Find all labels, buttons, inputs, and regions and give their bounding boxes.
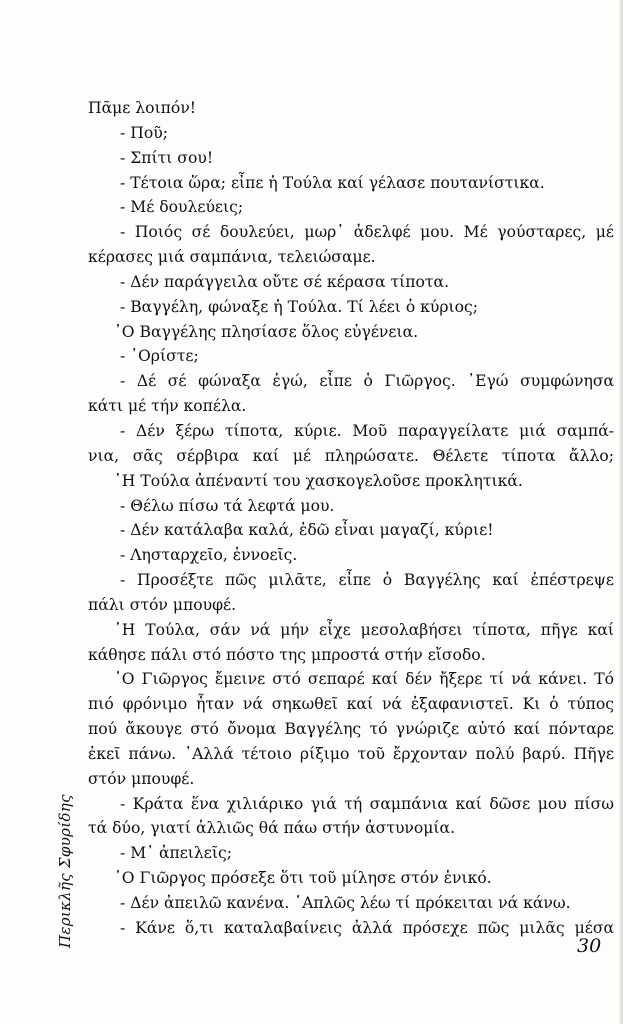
text-line: κάθησε πάλι στό πόστο της μπροστά στήν εἴσοδο. (88, 645, 486, 664)
text-line: ῾Η Τούλα ἀπέναντί του χασκογελοῦσε προκλητικά. (114, 471, 523, 490)
text-line: πιό φρόνιμο ἦταν νά σηκωθεῖ καί νά ἐξαφανιστεῖ. Κι ὁ τύπος (88, 695, 614, 714)
text-line: - Θέλω πίσω τά λεφτά μου. (120, 496, 335, 515)
text-line: ἐκεῖ πάνω. ᾿Αλλά τέτοιο ρίξιμο τοῦ ἔρχονταν πολύ βαρύ. Πῆγε (88, 744, 614, 763)
text-line: ᾿Ο Βαγγέλης πλησίασε ὅλος εὐγένεια. (114, 322, 419, 341)
text-line: - Ποῦ; (120, 123, 168, 142)
page-number: 30 (577, 935, 602, 957)
text-line: - Κράτα ἕνα χιλιάρικο γιά τή σαμπάνια καί δῶσε μου πίσω (120, 794, 614, 813)
text-line: - Δέν ξέρω τίποτα, κύριε. Μοῦ παραγγείλατε μιά σαμπά- (120, 421, 614, 440)
text-line: κάτι μέ τήν κοπέλα. (88, 397, 247, 416)
text-line: - Βαγγέλη, φώναξε ἡ Τούλα. Τί λέει ὁ κύριος; (120, 297, 479, 316)
text-line: ῾Η Τούλα, σάν νά μήν εἶχε μεσολαβήσει τίποτα, πῆγε καί (114, 620, 614, 639)
text-line: - Δέ σέ φώναξα ἐγώ, εἶπε ὁ Γιῶργος. ᾿Εγώ συμφώνησα (120, 372, 614, 391)
text-line: - Δέν παράγγειλα οὔτε σέ κέρασα τίποτα. (120, 272, 450, 291)
text-line: νια, σᾶς σέρβιρα καί μέ πληρώσατε. Θέλετε τίποτα ἄλλο; (88, 446, 614, 465)
text-line: - Κάνε ὅ,τι καταλαβαίνεις ἀλλά πρόσεχε πῶς μιλᾶς μέσα (120, 918, 614, 937)
text-line: - Μ᾽ ἀπειλεῖς; (120, 844, 232, 863)
text-line: - Δέν κατάλαβα καλά, ἐδῶ εἶναι μαγαζί, κύριε! (120, 521, 494, 540)
text-line: - Σπίτι σου! (120, 148, 214, 167)
text-line: - Ποιός σέ δουλεύει, μωρ᾽ ἀδελφέ μου. Μέ γούσταρες, μέ (120, 223, 614, 242)
text-line: κέρασες μιά σαμπάνια, τελειώσαμε. (88, 248, 376, 267)
text-line: - Μέ δουλεύεις; (120, 198, 244, 217)
text-line: - Λησταρχεῖο, ἐννοεῖς. (120, 546, 298, 565)
text-line: πού ἄκουγε στό ὄνομα Βαγγέλης τό γνώριζε αὐτό καί πόνταρε (88, 720, 614, 739)
text-line: τά δύο, γιατί ἀλλιῶς θά πάω στήν ἀστυνομία. (88, 819, 456, 838)
page-edge (619, 0, 623, 1024)
text-line: πάλι στόν μπουφέ. (88, 595, 237, 614)
text-line: ᾿Ο Γιῶργος ἔμεινε στό σεπαρέ καί δέν ἤξερε τί νά κάνει. Τό (114, 670, 614, 689)
text-line: Πᾶμε λοιπόν! (88, 99, 197, 117)
text-line: - Προσέξτε πῶς μιλᾶτε, εἶπε ὁ Βαγγέλης καί ἐπέστρεψε (120, 571, 614, 590)
text-line: - ᾿Ορίστε; (120, 347, 199, 366)
text-line: ᾿Ο Γιῶργος πρόσεξε ὅτι τοῦ μίλησε στόν ἑνικό. (114, 869, 492, 888)
text-line: στόν μπουφέ. (88, 769, 195, 788)
running-head-author: Περικλῆς Σφυρίδης (56, 794, 74, 948)
body-text (88, 96, 614, 941)
text-line: - Δέν ἀπειλῶ κανένα. ῾Απλῶς λέω τί πρόκειται νά κάνω. (120, 894, 571, 912)
text-line: - Τέτοια ὥρα; εἶπε ἡ Τούλα καί γέλασε πουτανίστικα. (120, 173, 545, 192)
